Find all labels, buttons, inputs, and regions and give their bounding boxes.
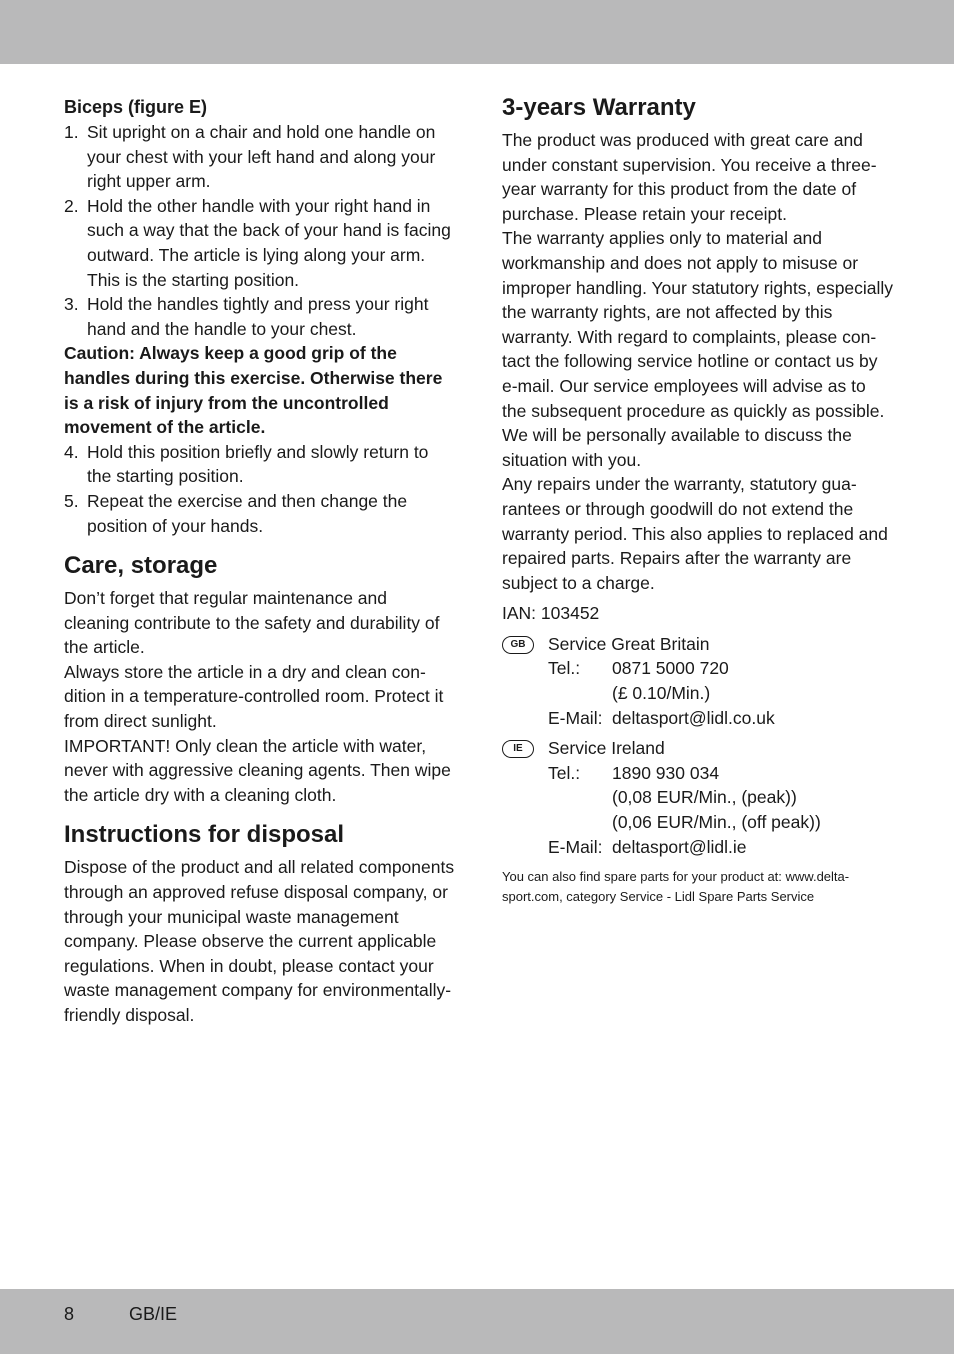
list-item: 5. Repeat the exercise and then change the position of your hands.	[64, 490, 408, 536]
spare-parts-note: You can also find spare parts for your product at: www.delta-sport.com, category Service - Lidl Spare Parts Service	[502, 869, 850, 904]
service-ireland	[502, 736, 894, 859]
left-column	[64, 92, 456, 1028]
service-tel-note: (0,06 EUR/Min., (off peak))	[612, 812, 821, 833]
ie-country-icon: IE	[502, 740, 534, 758]
list-item: 4. Hold this position briefly and slowly return to the starting position.	[64, 441, 429, 487]
care-paragraph: IMPORTANT! Only clean the article with water, never with aggressive cleaning agents. Then wipe the article dry with a cleaning cloth.	[64, 735, 451, 805]
warranty-paragraph: Any repairs under the warranty, statutory guarantees or through goodwill do not extend the warranty period. This also applies to replaced and repaired parts. Repairs after the warranty are subject to a charge.	[502, 474, 888, 593]
care-paragraph: Don’t forget that regular maintenance and cleaning contribute to the safety and durability of the article.	[64, 588, 440, 658]
care-paragraph: Always store the article in a dry and clean condition in a temperature-controlled room. Protect it from direct sunlight.	[64, 661, 444, 732]
service-tel-note: (£ 0.10/Min.)	[612, 683, 711, 704]
service-email: deltasport@lidl.co.uk	[612, 707, 775, 728]
care-heading: Care, storage	[64, 552, 218, 580]
gb-country-icon: GB	[502, 636, 534, 654]
biceps-steps-list-continued	[64, 440, 456, 538]
list-item: 1. Sit upright on a chair and hold one handle on your chest with your left hand and along your right upper arm.	[64, 122, 436, 192]
list-item: 2. Hold the other handle with your right hand in such a way that the back of your hand is facing outward. The article is lying along your arm. This is the starting position.	[64, 195, 451, 290]
right-column	[502, 92, 894, 906]
service-email-row: E-Mail: deltasport@lidl.co.uk	[548, 706, 894, 731]
service-tel-row: Tel.: 0871 5000 720	[548, 656, 894, 681]
disposal-paragraph: Dispose of the product and all related components through an approved refuse disposal company, or through your municipal waste management company. Please observe the current applicable regulations. When in doubt, please contact your waste management company for environmentally-friendly disposal.	[64, 857, 455, 1025]
list-item: 3. Hold the handles tightly and press your right hand and the handle to your chest.	[64, 294, 429, 339]
biceps-steps-list	[64, 120, 456, 341]
header-bar	[0, 0, 954, 64]
warranty-heading: 3-years Warranty	[502, 94, 696, 121]
service-email: deltasport@lidl.ie	[612, 836, 747, 857]
service-tel-note: (0,08 EUR/Min., (peak))	[612, 787, 797, 808]
caution-note: Caution: Always keep a good grip of the handles during this exercise. Otherwise there is a risk of injury from the uncontrolled movement of the article.	[64, 343, 443, 438]
page-number: 8	[64, 1304, 75, 1324]
region-label: GB/IE	[129, 1304, 178, 1324]
biceps-heading: Biceps (figure E)	[64, 97, 208, 117]
service-tel: 0871 5000 720	[612, 658, 729, 679]
service-name: Service Ireland	[548, 738, 665, 759]
warranty-paragraph: The warranty applies only to material and workmanship and does not apply to misuse or improper handling. Your statutory rights, especially the warranty rights, are not affected by this warranty. With regard to complaints, please contact the following service hotline or contact us by e-mail. Our service employees will advise as to the subsequent procedure as quickly as possible. We will be personally available to discuss the situation with you.	[502, 228, 894, 470]
warranty-paragraph: The product was produced with great care and under constant supervision. You receive a three-year warranty for this product from the date of purchase. Please retain your receipt.	[502, 130, 877, 224]
service-name: Service Great Britain	[548, 633, 710, 654]
service-tel: 1890 930 034	[612, 762, 720, 783]
disposal-heading: Instructions for disposal	[64, 821, 345, 849]
service-great-britain	[502, 632, 894, 730]
service-email-row: E-Mail: deltasport@lidl.ie	[548, 835, 894, 860]
ian-number: IAN: 103452	[502, 603, 600, 624]
service-tel-row: Tel.: 1890 930 034	[548, 761, 894, 786]
